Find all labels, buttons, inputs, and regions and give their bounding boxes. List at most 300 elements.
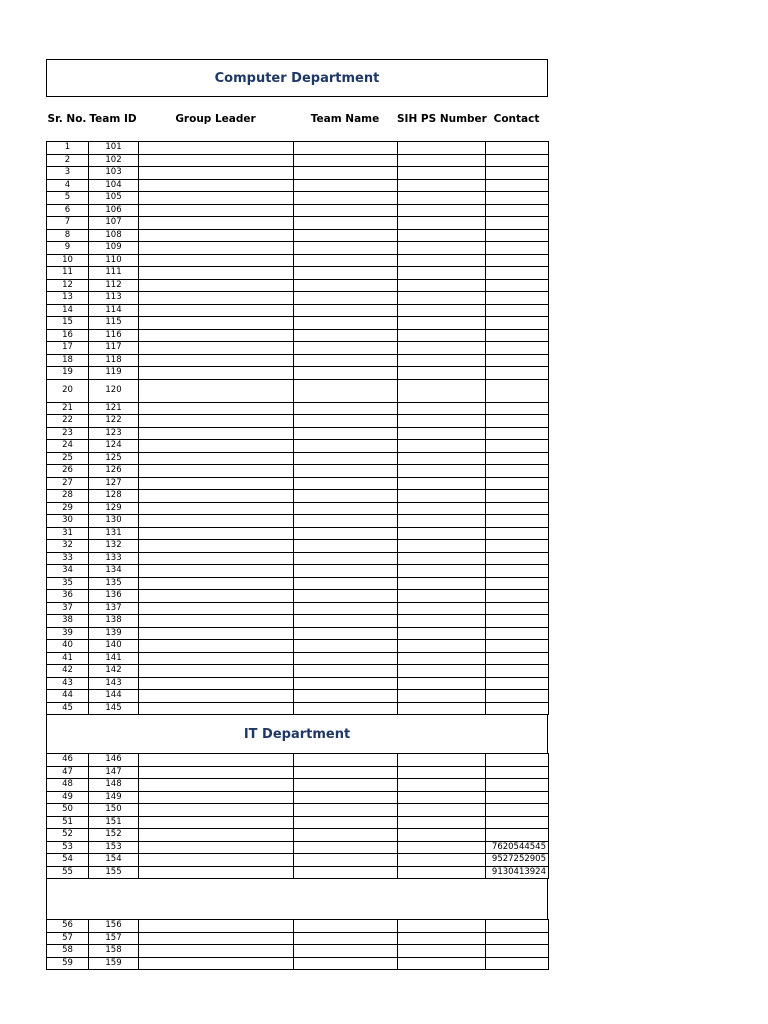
cell-contact[interactable] — [486, 766, 549, 779]
cell-sih-ps-number[interactable] — [398, 816, 486, 829]
cell-sr-no[interactable]: 15 — [47, 317, 89, 330]
cell-sih-ps-number[interactable] — [398, 317, 486, 330]
cell-sih-ps-number[interactable] — [398, 627, 486, 640]
cell-group-leader[interactable] — [139, 515, 294, 528]
cell-team-name[interactable] — [294, 490, 398, 503]
cell-contact[interactable] — [486, 640, 549, 653]
cell-group-leader[interactable] — [139, 477, 294, 490]
cell-team-name[interactable] — [294, 540, 398, 553]
cell-team-id[interactable]: 129 — [89, 502, 139, 515]
cell-sr-no[interactable]: 38 — [47, 615, 89, 628]
cell-sih-ps-number[interactable] — [398, 615, 486, 628]
cell-team-id[interactable]: 151 — [89, 816, 139, 829]
cell-sr-no[interactable]: 21 — [47, 402, 89, 415]
cell-group-leader[interactable] — [139, 367, 294, 380]
cell-contact[interactable] — [486, 440, 549, 453]
cell-sih-ps-number[interactable] — [398, 515, 486, 528]
cell-team-name[interactable] — [294, 602, 398, 615]
cell-team-name[interactable] — [294, 329, 398, 342]
cell-sih-ps-number[interactable] — [398, 945, 486, 958]
cell-team-id[interactable]: 115 — [89, 317, 139, 330]
cell-contact[interactable] — [486, 279, 549, 292]
cell-team-id[interactable]: 106 — [89, 204, 139, 217]
cell-sr-no[interactable]: 18 — [47, 354, 89, 367]
cell-team-name[interactable] — [294, 804, 398, 817]
cell-sih-ps-number[interactable] — [398, 179, 486, 192]
cell-team-id[interactable]: 138 — [89, 615, 139, 628]
cell-sr-no[interactable]: 57 — [47, 932, 89, 945]
cell-sr-no[interactable]: 25 — [47, 452, 89, 465]
cell-team-name[interactable] — [294, 829, 398, 842]
cell-sih-ps-number[interactable] — [398, 652, 486, 665]
cell-contact[interactable] — [486, 452, 549, 465]
cell-team-name[interactable] — [294, 754, 398, 767]
cell-group-leader[interactable] — [139, 640, 294, 653]
cell-sr-no[interactable]: 11 — [47, 267, 89, 280]
cell-team-id[interactable]: 142 — [89, 665, 139, 678]
cell-sr-no[interactable]: 22 — [47, 415, 89, 428]
cell-group-leader[interactable] — [139, 932, 294, 945]
cell-group-leader[interactable] — [139, 440, 294, 453]
cell-sr-no[interactable]: 53 — [47, 841, 89, 854]
cell-contact[interactable] — [486, 415, 549, 428]
cell-sr-no[interactable]: 33 — [47, 552, 89, 565]
cell-team-name[interactable] — [294, 452, 398, 465]
cell-contact[interactable] — [486, 791, 549, 804]
cell-group-leader[interactable] — [139, 766, 294, 779]
cell-team-id[interactable]: 154 — [89, 854, 139, 867]
cell-team-id[interactable]: 117 — [89, 342, 139, 355]
cell-team-id[interactable]: 128 — [89, 490, 139, 503]
cell-group-leader[interactable] — [139, 179, 294, 192]
cell-contact[interactable] — [486, 217, 549, 230]
cell-group-leader[interactable] — [139, 342, 294, 355]
cell-team-name[interactable] — [294, 217, 398, 230]
cell-sr-no[interactable]: 45 — [47, 702, 89, 715]
cell-group-leader[interactable] — [139, 779, 294, 792]
cell-team-id[interactable]: 103 — [89, 167, 139, 180]
cell-sr-no[interactable]: 13 — [47, 292, 89, 305]
cell-sih-ps-number[interactable] — [398, 690, 486, 703]
cell-sih-ps-number[interactable] — [398, 440, 486, 453]
cell-group-leader[interactable] — [139, 540, 294, 553]
cell-group-leader[interactable] — [139, 957, 294, 970]
cell-sih-ps-number[interactable] — [398, 452, 486, 465]
cell-sih-ps-number[interactable] — [398, 354, 486, 367]
cell-contact[interactable] — [486, 957, 549, 970]
cell-contact[interactable] — [486, 816, 549, 829]
cell-sr-no[interactable]: 56 — [47, 920, 89, 933]
cell-group-leader[interactable] — [139, 665, 294, 678]
cell-team-name[interactable] — [294, 465, 398, 478]
cell-sih-ps-number[interactable] — [398, 465, 486, 478]
cell-sr-no[interactable]: 16 — [47, 329, 89, 342]
cell-sih-ps-number[interactable] — [398, 490, 486, 503]
cell-team-id[interactable]: 131 — [89, 527, 139, 540]
cell-sih-ps-number[interactable] — [398, 602, 486, 615]
cell-team-id[interactable]: 132 — [89, 540, 139, 553]
cell-sr-no[interactable]: 7 — [47, 217, 89, 230]
cell-team-name[interactable] — [294, 354, 398, 367]
cell-group-leader[interactable] — [139, 167, 294, 180]
cell-sr-no[interactable]: 2 — [47, 154, 89, 167]
cell-sr-no[interactable]: 52 — [47, 829, 89, 842]
cell-team-id[interactable]: 118 — [89, 354, 139, 367]
cell-contact[interactable] — [486, 292, 549, 305]
cell-team-name[interactable] — [294, 242, 398, 255]
cell-sih-ps-number[interactable] — [398, 477, 486, 490]
cell-team-name[interactable] — [294, 502, 398, 515]
cell-contact[interactable] — [486, 779, 549, 792]
cell-contact[interactable] — [486, 204, 549, 217]
cell-contact[interactable] — [486, 920, 549, 933]
cell-sih-ps-number[interactable] — [398, 854, 486, 867]
cell-team-name[interactable] — [294, 854, 398, 867]
cell-team-name[interactable] — [294, 932, 398, 945]
cell-contact[interactable] — [486, 932, 549, 945]
cell-team-name[interactable] — [294, 402, 398, 415]
cell-group-leader[interactable] — [139, 465, 294, 478]
cell-team-id[interactable]: 126 — [89, 465, 139, 478]
cell-sr-no[interactable]: 46 — [47, 754, 89, 767]
cell-group-leader[interactable] — [139, 602, 294, 615]
cell-team-id[interactable]: 102 — [89, 154, 139, 167]
cell-sr-no[interactable]: 41 — [47, 652, 89, 665]
cell-team-id[interactable]: 149 — [89, 791, 139, 804]
cell-contact[interactable] — [486, 304, 549, 317]
cell-team-name[interactable] — [294, 279, 398, 292]
cell-team-name[interactable] — [294, 154, 398, 167]
cell-sih-ps-number[interactable] — [398, 754, 486, 767]
cell-sr-no[interactable]: 30 — [47, 515, 89, 528]
cell-group-leader[interactable] — [139, 402, 294, 415]
cell-team-id[interactable]: 146 — [89, 754, 139, 767]
cell-team-id[interactable]: 150 — [89, 804, 139, 817]
cell-contact[interactable] — [486, 590, 549, 603]
cell-team-id[interactable]: 143 — [89, 677, 139, 690]
cell-sih-ps-number[interactable] — [398, 167, 486, 180]
cell-team-name[interactable] — [294, 142, 398, 155]
cell-sr-no[interactable]: 19 — [47, 367, 89, 380]
cell-team-name[interactable] — [294, 179, 398, 192]
cell-sih-ps-number[interactable] — [398, 841, 486, 854]
cell-group-leader[interactable] — [139, 690, 294, 703]
cell-sih-ps-number[interactable] — [398, 292, 486, 305]
cell-sih-ps-number[interactable] — [398, 154, 486, 167]
cell-contact[interactable] — [486, 490, 549, 503]
cell-team-name[interactable] — [294, 957, 398, 970]
cell-sr-no[interactable]: 36 — [47, 590, 89, 603]
cell-sih-ps-number[interactable] — [398, 204, 486, 217]
cell-sih-ps-number[interactable] — [398, 540, 486, 553]
cell-sr-no[interactable]: 6 — [47, 204, 89, 217]
cell-team-name[interactable] — [294, 841, 398, 854]
cell-group-leader[interactable] — [139, 267, 294, 280]
cell-contact[interactable] — [486, 552, 549, 565]
cell-sih-ps-number[interactable] — [398, 957, 486, 970]
cell-group-leader[interactable] — [139, 816, 294, 829]
cell-sih-ps-number[interactable] — [398, 415, 486, 428]
cell-sih-ps-number[interactable] — [398, 677, 486, 690]
cell-sih-ps-number[interactable] — [398, 379, 486, 402]
cell-contact[interactable] — [486, 677, 549, 690]
cell-group-leader[interactable] — [139, 866, 294, 879]
cell-group-leader[interactable] — [139, 427, 294, 440]
cell-sr-no[interactable]: 50 — [47, 804, 89, 817]
cell-sr-no[interactable]: 35 — [47, 577, 89, 590]
cell-sih-ps-number[interactable] — [398, 766, 486, 779]
cell-sih-ps-number[interactable] — [398, 590, 486, 603]
cell-sr-no[interactable]: 24 — [47, 440, 89, 453]
cell-team-id[interactable]: 121 — [89, 402, 139, 415]
cell-team-name[interactable] — [294, 292, 398, 305]
cell-group-leader[interactable] — [139, 142, 294, 155]
cell-contact[interactable] — [486, 477, 549, 490]
cell-contact[interactable] — [486, 167, 549, 180]
cell-team-id[interactable]: 112 — [89, 279, 139, 292]
cell-team-name[interactable] — [294, 816, 398, 829]
cell-sr-no[interactable]: 49 — [47, 791, 89, 804]
cell-sih-ps-number[interactable] — [398, 402, 486, 415]
cell-sr-no[interactable]: 14 — [47, 304, 89, 317]
cell-contact[interactable] — [486, 702, 549, 715]
cell-group-leader[interactable] — [139, 527, 294, 540]
cell-sr-no[interactable]: 32 — [47, 540, 89, 553]
cell-sr-no[interactable]: 51 — [47, 816, 89, 829]
cell-team-name[interactable] — [294, 192, 398, 205]
cell-sih-ps-number[interactable] — [398, 665, 486, 678]
cell-group-leader[interactable] — [139, 242, 294, 255]
cell-sr-no[interactable]: 9 — [47, 242, 89, 255]
cell-sih-ps-number[interactable] — [398, 267, 486, 280]
cell-team-id[interactable]: 147 — [89, 766, 139, 779]
cell-team-id[interactable]: 158 — [89, 945, 139, 958]
cell-team-id[interactable]: 125 — [89, 452, 139, 465]
cell-group-leader[interactable] — [139, 490, 294, 503]
cell-contact[interactable] — [486, 602, 549, 615]
cell-group-leader[interactable] — [139, 254, 294, 267]
cell-sr-no[interactable]: 26 — [47, 465, 89, 478]
cell-team-name[interactable] — [294, 267, 398, 280]
cell-team-name[interactable] — [294, 652, 398, 665]
cell-sr-no[interactable]: 40 — [47, 640, 89, 653]
cell-group-leader[interactable] — [139, 829, 294, 842]
cell-team-name[interactable] — [294, 920, 398, 933]
cell-team-name[interactable] — [294, 766, 398, 779]
cell-contact[interactable] — [486, 342, 549, 355]
cell-sr-no[interactable]: 17 — [47, 342, 89, 355]
cell-sr-no[interactable]: 28 — [47, 490, 89, 503]
cell-sr-no[interactable]: 43 — [47, 677, 89, 690]
cell-team-name[interactable] — [294, 945, 398, 958]
cell-sih-ps-number[interactable] — [398, 502, 486, 515]
cell-sih-ps-number[interactable] — [398, 804, 486, 817]
cell-team-name[interactable] — [294, 379, 398, 402]
cell-team-name[interactable] — [294, 677, 398, 690]
cell-group-leader[interactable] — [139, 415, 294, 428]
cell-team-id[interactable]: 123 — [89, 427, 139, 440]
cell-team-name[interactable] — [294, 779, 398, 792]
cell-team-id[interactable]: 104 — [89, 179, 139, 192]
cell-group-leader[interactable] — [139, 590, 294, 603]
cell-sih-ps-number[interactable] — [398, 702, 486, 715]
cell-group-leader[interactable] — [139, 502, 294, 515]
cell-group-leader[interactable] — [139, 192, 294, 205]
cell-sr-no[interactable]: 29 — [47, 502, 89, 515]
cell-sih-ps-number[interactable] — [398, 640, 486, 653]
cell-team-id[interactable]: 108 — [89, 229, 139, 242]
cell-sr-no[interactable]: 23 — [47, 427, 89, 440]
cell-sr-no[interactable]: 39 — [47, 627, 89, 640]
cell-sih-ps-number[interactable] — [398, 920, 486, 933]
cell-group-leader[interactable] — [139, 552, 294, 565]
cell-team-id[interactable]: 134 — [89, 565, 139, 578]
cell-team-id[interactable]: 145 — [89, 702, 139, 715]
cell-team-id[interactable]: 109 — [89, 242, 139, 255]
cell-sih-ps-number[interactable] — [398, 932, 486, 945]
cell-team-id[interactable]: 155 — [89, 866, 139, 879]
cell-team-id[interactable]: 107 — [89, 217, 139, 230]
cell-team-name[interactable] — [294, 702, 398, 715]
cell-contact[interactable] — [486, 690, 549, 703]
cell-sr-no[interactable]: 59 — [47, 957, 89, 970]
cell-team-name[interactable] — [294, 254, 398, 267]
cell-sr-no[interactable]: 1 — [47, 142, 89, 155]
cell-group-leader[interactable] — [139, 702, 294, 715]
cell-sr-no[interactable]: 4 — [47, 179, 89, 192]
cell-group-leader[interactable] — [139, 154, 294, 167]
cell-team-id[interactable]: 122 — [89, 415, 139, 428]
cell-team-name[interactable] — [294, 229, 398, 242]
cell-sr-no[interactable]: 12 — [47, 279, 89, 292]
cell-team-id[interactable]: 110 — [89, 254, 139, 267]
cell-team-name[interactable] — [294, 665, 398, 678]
cell-group-leader[interactable] — [139, 841, 294, 854]
cell-group-leader[interactable] — [139, 317, 294, 330]
cell-group-leader[interactable] — [139, 204, 294, 217]
cell-group-leader[interactable] — [139, 452, 294, 465]
cell-team-id[interactable]: 139 — [89, 627, 139, 640]
cell-group-leader[interactable] — [139, 627, 294, 640]
cell-contact[interactable] — [486, 154, 549, 167]
cell-sih-ps-number[interactable] — [398, 192, 486, 205]
cell-group-leader[interactable] — [139, 652, 294, 665]
cell-sih-ps-number[interactable] — [398, 367, 486, 380]
cell-team-name[interactable] — [294, 627, 398, 640]
cell-group-leader[interactable] — [139, 279, 294, 292]
cell-contact[interactable] — [486, 627, 549, 640]
cell-sih-ps-number[interactable] — [398, 242, 486, 255]
cell-team-name[interactable] — [294, 640, 398, 653]
cell-contact[interactable] — [486, 179, 549, 192]
cell-team-name[interactable] — [294, 342, 398, 355]
cell-group-leader[interactable] — [139, 577, 294, 590]
cell-team-id[interactable]: 120 — [89, 379, 139, 402]
cell-team-id[interactable]: 153 — [89, 841, 139, 854]
cell-group-leader[interactable] — [139, 292, 294, 305]
cell-team-id[interactable]: 113 — [89, 292, 139, 305]
cell-contact[interactable] — [486, 402, 549, 415]
cell-contact[interactable] — [486, 577, 549, 590]
cell-team-name[interactable] — [294, 615, 398, 628]
cell-team-id[interactable]: 140 — [89, 640, 139, 653]
cell-group-leader[interactable] — [139, 615, 294, 628]
cell-contact[interactable] — [486, 804, 549, 817]
cell-team-name[interactable] — [294, 577, 398, 590]
cell-contact[interactable] — [486, 229, 549, 242]
cell-sih-ps-number[interactable] — [398, 329, 486, 342]
cell-contact[interactable] — [486, 565, 549, 578]
cell-team-name[interactable] — [294, 527, 398, 540]
cell-contact[interactable] — [486, 527, 549, 540]
cell-group-leader[interactable] — [139, 329, 294, 342]
cell-team-id[interactable]: 136 — [89, 590, 139, 603]
cell-contact[interactable] — [486, 515, 549, 528]
cell-sih-ps-number[interactable] — [398, 527, 486, 540]
cell-sr-no[interactable]: 31 — [47, 527, 89, 540]
cell-group-leader[interactable] — [139, 565, 294, 578]
cell-group-leader[interactable] — [139, 920, 294, 933]
cell-group-leader[interactable] — [139, 217, 294, 230]
cell-team-id[interactable]: 135 — [89, 577, 139, 590]
cell-contact[interactable] — [486, 754, 549, 767]
cell-team-id[interactable]: 156 — [89, 920, 139, 933]
cell-sr-no[interactable]: 10 — [47, 254, 89, 267]
cell-contact[interactable] — [486, 142, 549, 155]
cell-contact[interactable]: 9527252905 — [486, 854, 549, 867]
cell-sih-ps-number[interactable] — [398, 866, 486, 879]
cell-team-id[interactable]: 101 — [89, 142, 139, 155]
cell-team-name[interactable] — [294, 515, 398, 528]
cell-team-id[interactable]: 133 — [89, 552, 139, 565]
cell-group-leader[interactable] — [139, 854, 294, 867]
cell-team-name[interactable] — [294, 317, 398, 330]
cell-sih-ps-number[interactable] — [398, 565, 486, 578]
cell-team-name[interactable] — [294, 565, 398, 578]
cell-sih-ps-number[interactable] — [398, 304, 486, 317]
cell-sr-no[interactable]: 20 — [47, 379, 89, 402]
cell-team-name[interactable] — [294, 415, 398, 428]
cell-contact[interactable] — [486, 465, 549, 478]
cell-contact[interactable] — [486, 254, 549, 267]
cell-sr-no[interactable]: 3 — [47, 167, 89, 180]
cell-sr-no[interactable]: 37 — [47, 602, 89, 615]
cell-sih-ps-number[interactable] — [398, 142, 486, 155]
cell-sr-no[interactable]: 8 — [47, 229, 89, 242]
cell-contact[interactable] — [486, 665, 549, 678]
cell-team-name[interactable] — [294, 866, 398, 879]
cell-team-name[interactable] — [294, 204, 398, 217]
cell-sih-ps-number[interactable] — [398, 427, 486, 440]
cell-sih-ps-number[interactable] — [398, 791, 486, 804]
cell-group-leader[interactable] — [139, 804, 294, 817]
cell-team-id[interactable]: 141 — [89, 652, 139, 665]
cell-team-name[interactable] — [294, 477, 398, 490]
cell-sih-ps-number[interactable] — [398, 342, 486, 355]
cell-sr-no[interactable]: 27 — [47, 477, 89, 490]
cell-team-id[interactable]: 144 — [89, 690, 139, 703]
cell-contact[interactable] — [486, 615, 549, 628]
cell-sr-no[interactable]: 54 — [47, 854, 89, 867]
cell-team-id[interactable]: 124 — [89, 440, 139, 453]
cell-sih-ps-number[interactable] — [398, 254, 486, 267]
cell-team-id[interactable]: 127 — [89, 477, 139, 490]
cell-sr-no[interactable]: 55 — [47, 866, 89, 879]
cell-team-name[interactable] — [294, 427, 398, 440]
cell-sih-ps-number[interactable] — [398, 577, 486, 590]
cell-team-id[interactable]: 152 — [89, 829, 139, 842]
cell-contact[interactable] — [486, 829, 549, 842]
